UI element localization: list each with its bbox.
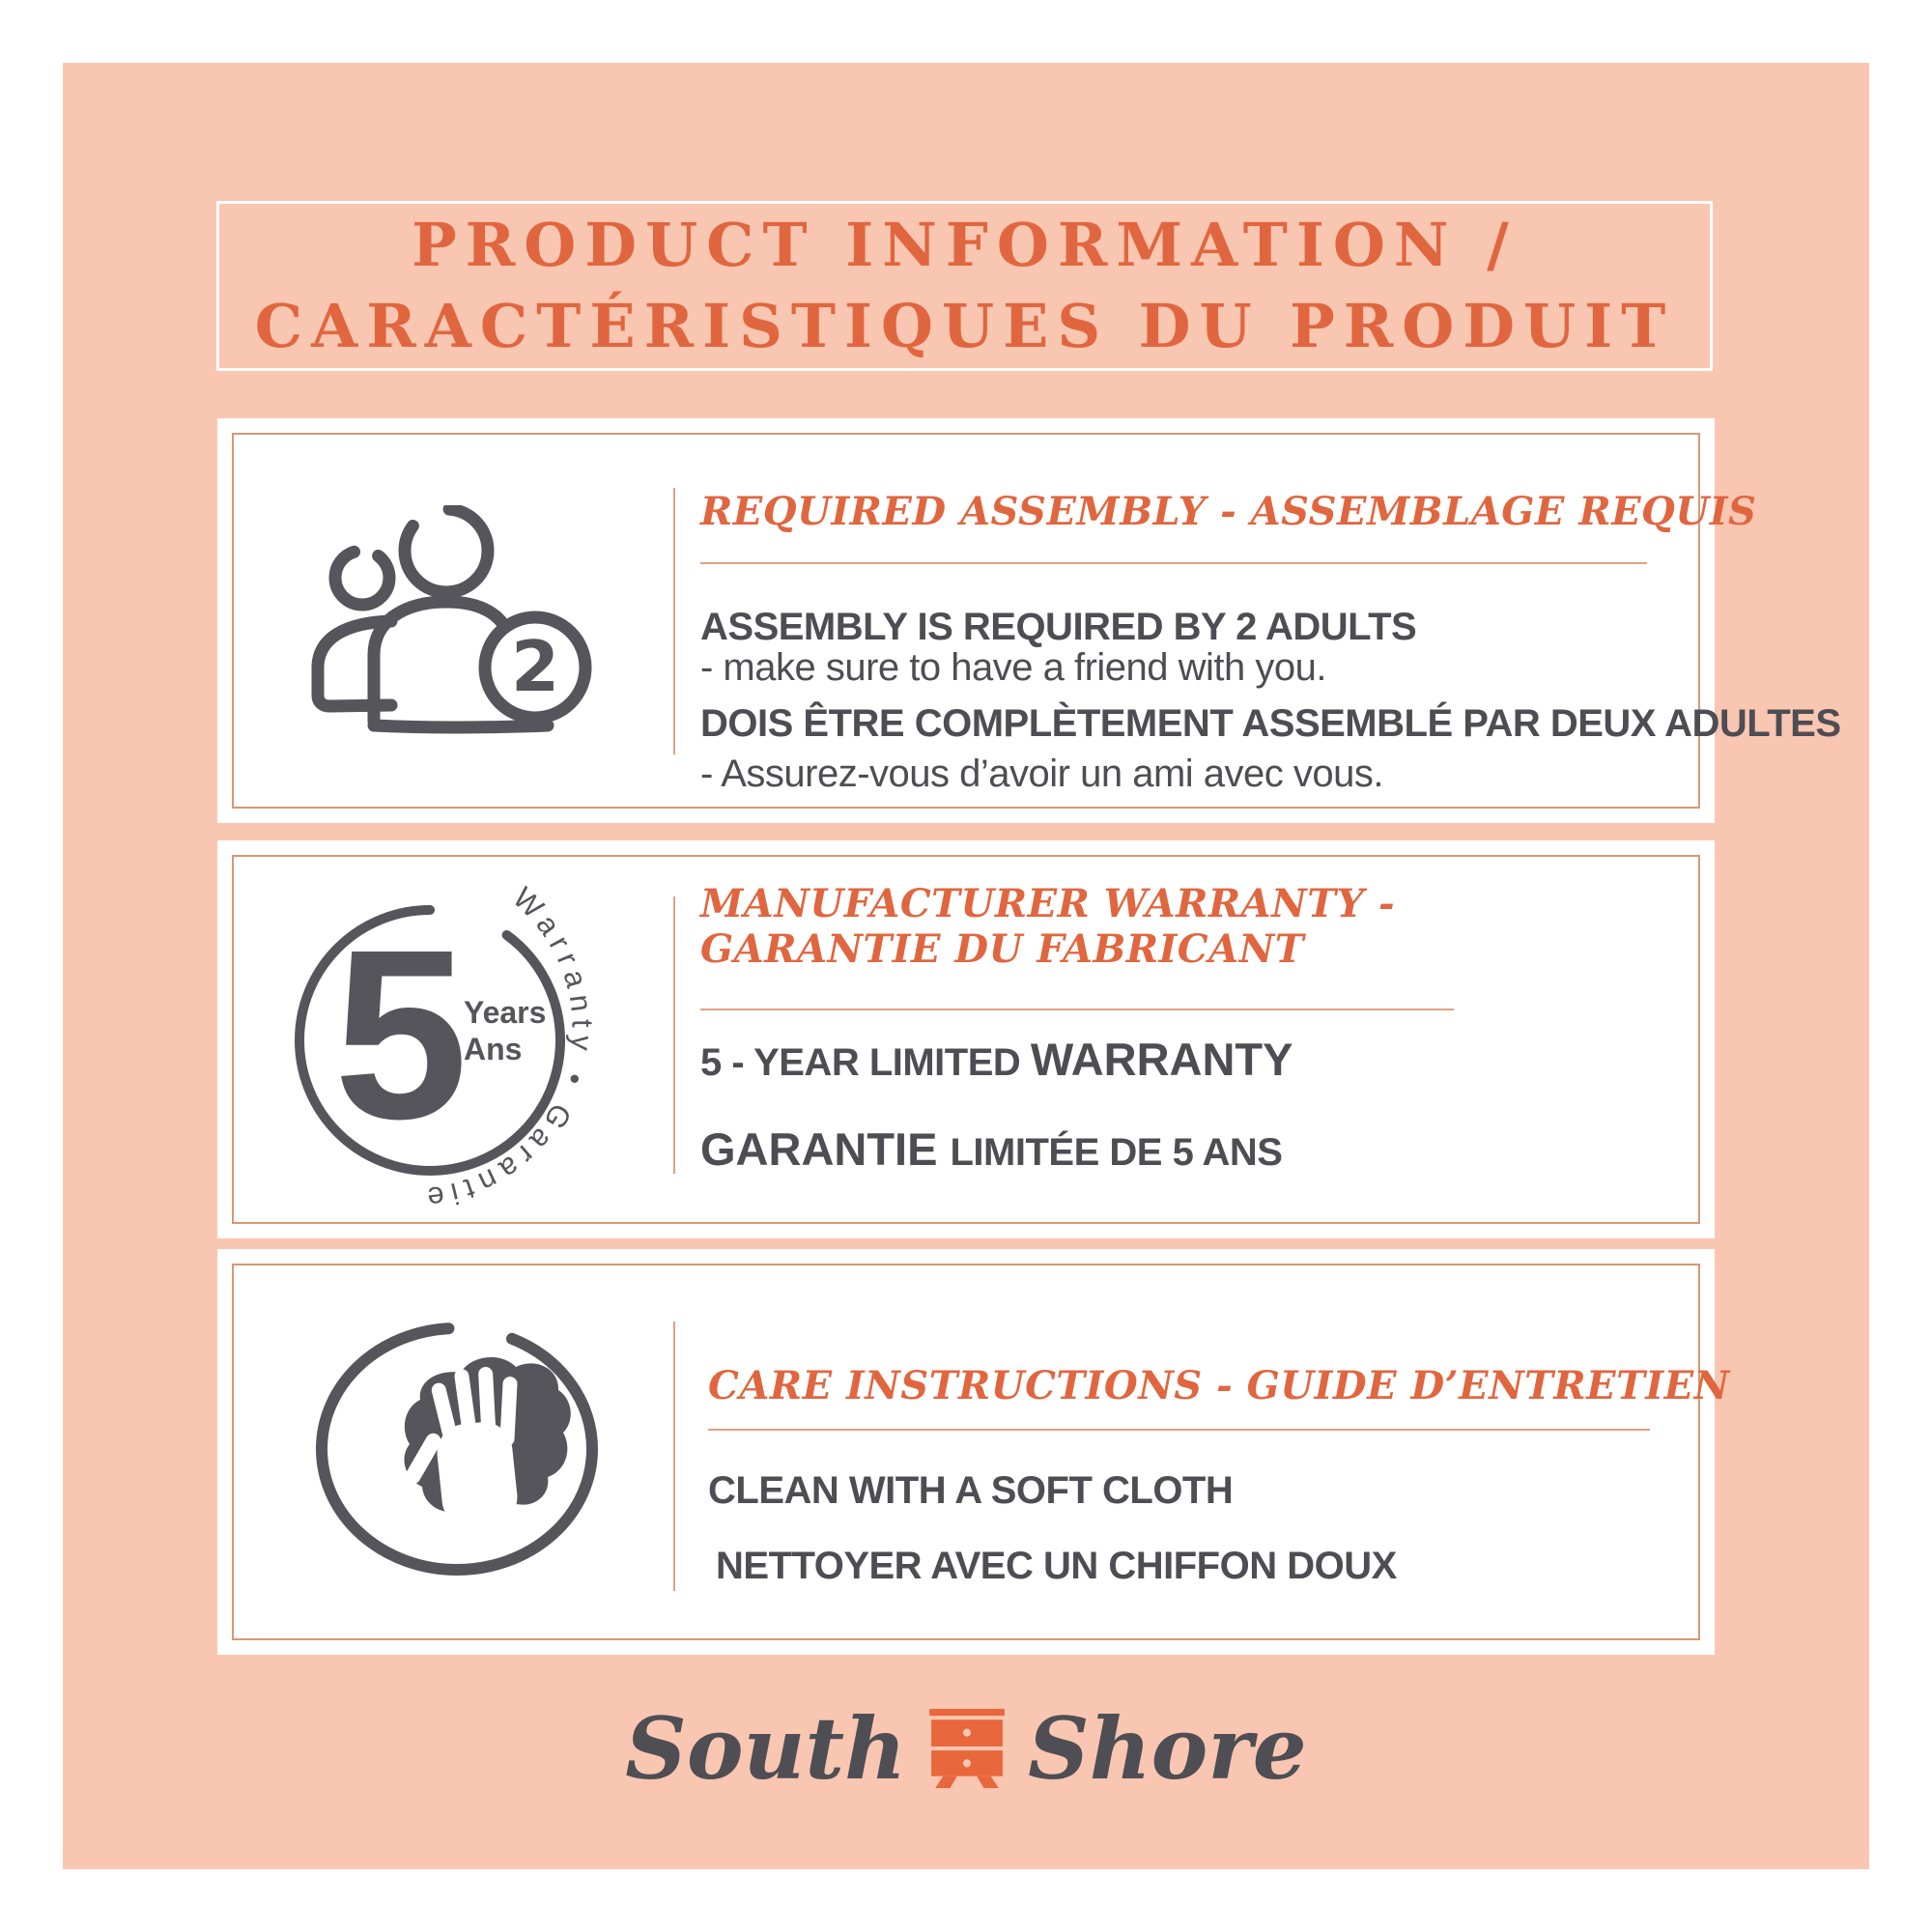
- care-instructions-card: [217, 1249, 1730, 1655]
- nightstand-icon: [929, 1709, 1005, 1788]
- warranty-curved-text: Warranty • Garantie: [418, 880, 600, 1216]
- warranty-years-label-fr: Ans: [464, 1032, 523, 1066]
- assembly-card-heading: REQUIRED ASSEMBLY - ASSEMBLAGE REQUIS: [700, 489, 1757, 534]
- assembly-text-fr-note: - Assurez-vous d’avoir un ami avec vous.: [700, 753, 1383, 795]
- wipe-clean-hand-icon: [316, 1322, 598, 1581]
- warranty-text-fr-suffix: LIMITÉE DE 5 ANS: [950, 1131, 1283, 1174]
- warranty-text-en: [700, 1034, 1293, 1085]
- assembly-text-en-bold: ASSEMBLY IS REQUIRED BY 2 ADULTS: [700, 606, 1417, 648]
- heading-underline: [708, 1429, 1650, 1431]
- manufacturer-warranty-card: [217, 840, 1715, 1238]
- card-vertical-divider: [673, 896, 675, 1174]
- warranty-text-en-emphasis: WARRANTY: [1030, 1034, 1293, 1085]
- two-adults-count-icon: [306, 505, 596, 742]
- page-title-line-1: PRODUCT INFORMATION /: [412, 210, 1518, 280]
- brand-word-shore: Shore: [1028, 1698, 1307, 1799]
- warranty-card-heading-line1: MANUFACTURER WARRANTY -: [700, 881, 1396, 926]
- brand-logo: [0, 1698, 1932, 1799]
- warranty-card-heading-line2: GARANTIE DU FABRICANT: [700, 926, 1304, 972]
- care-text-en: CLEAN WITH A SOFT CLOTH: [708, 1469, 1234, 1512]
- warranty-text-en-prefix: 5 - YEAR LIMITED: [700, 1041, 1031, 1084]
- page-title-line-2: CARACTÉRISTIQUES DU PRODUIT: [254, 291, 1675, 361]
- warranty-years-label-en: Years: [464, 995, 547, 1030]
- page-title-box: [216, 201, 1713, 371]
- count-badge-number: 2: [510, 626, 560, 707]
- card-vertical-divider: [673, 488, 675, 754]
- card-vertical-divider: [673, 1321, 675, 1591]
- assembly-text-fr-bold: DOIS ÊTRE COMPLÈTEMENT ASSEMBLÉ PAR DEUX ADULTES: [700, 702, 1841, 745]
- assembly-text-en-note: - make sure to have a friend with you.: [700, 646, 1326, 689]
- warranty-text-fr-emphasis: GARANTIE: [700, 1123, 951, 1175]
- care-text-fr: NETTOYER AVEC UN CHIFFON DOUX: [716, 1545, 1397, 1587]
- brand-word-south: South: [625, 1698, 907, 1799]
- warranty-text-fr: [700, 1123, 1283, 1175]
- heading-underline: [700, 1009, 1454, 1010]
- required-assembly-card: [217, 418, 1841, 823]
- warranty-years-number: 5: [333, 899, 469, 1169]
- care-card-heading: CARE INSTRUCTIONS - GUIDE D’ENTRETIEN: [708, 1363, 1730, 1408]
- heading-underline: [700, 562, 1647, 564]
- five-year-warranty-seal-icon: [270, 862, 642, 1234]
